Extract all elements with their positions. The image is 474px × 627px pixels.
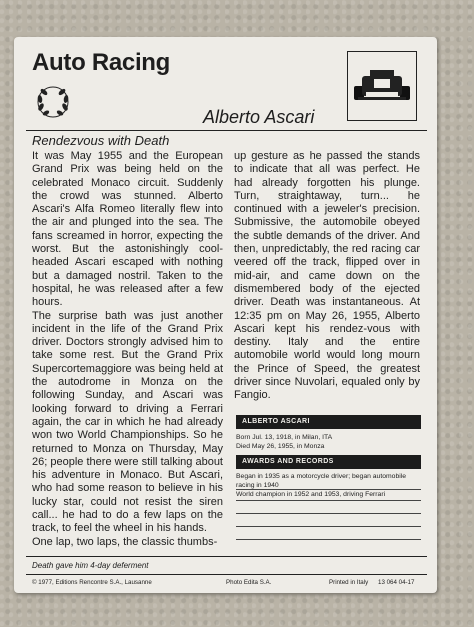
- bio-header: ALBERTO ASCARI: [236, 415, 421, 429]
- awards-line: Began in 1935 as a motorcycle driver; began automobile racing in 1940: [236, 473, 407, 489]
- story-subtitle: Rendezvous with Death: [32, 133, 170, 148]
- footer-printed: Printed in Italy: [329, 579, 369, 586]
- race-car-frame: [347, 51, 417, 121]
- story-column-left: [32, 150, 223, 549]
- story-paragraph: The surprise bath was just another incident in the life of the Grand Prix driver. Doctors strongly advised him to take some rest. But the Grand Prix Supercortemaggiore was being held at the autodrome in Monza on the following Sunday, and Ascari was looking forward to driving a Ferrari again, the car in which he had already won two World Championships. So he returned to Monza on Thursday, May 26; people there were still talking about his adventure in Monaco. But Ascari, who had some reason to believe in his lucky star, could not resist the siren call... he had to do a few laps on the track, to feel the wheel in his hands.: [32, 309, 223, 535]
- divider: [26, 574, 427, 575]
- footer-photo-credit: Photo Edita S.A.: [226, 579, 272, 586]
- story-paragraph: up gesture as he passed the stands to indicate that all was perfect. He had already forgotten his plunge. Turn, straightaway, turn... he continued with a jeweler's precision. Submissive, the automobile obeyed the subtle demands of the driver. And then, unpredictably, the red racing car veered off the track, flipped over in mid-air, and came down on the dismembered body of the ejected driver. Death was instantaneous. At 12:35 pm on May 26, 1955, Alberto Ascari kept his rendez-vous with destiny. Italy and the entire automobile world would long mourn the Prince of Speed, the greatest driver since Nuvolari, equaled only by Fangio.: [234, 150, 420, 402]
- divider: [26, 556, 427, 557]
- rule-line: [236, 513, 421, 514]
- awards-header: AWARDS AND RECORDS: [236, 455, 421, 469]
- story-paragraph: One lap, two laps, the classic thumbs-: [32, 535, 218, 548]
- laurel-wreath-icon: [32, 81, 74, 123]
- category-title: Auto Racing: [32, 49, 171, 76]
- divider: [26, 130, 427, 131]
- awards-line: World champion in 1952 and 1953, driving Ferrari: [236, 491, 386, 498]
- rule-line: [236, 539, 421, 540]
- story-column-right: [234, 150, 420, 403]
- born-info: Born Jul. 13, 1918, in Milan, ITA: [236, 434, 333, 441]
- footer-copyright: © 1977, Editions Rencontre S.A., Lausanne: [32, 579, 152, 586]
- rule-line: [236, 526, 421, 527]
- driver-name: Alberto Ascari: [203, 107, 315, 127]
- died-info: Died May 26, 1955, in Monza: [236, 443, 325, 450]
- rule-line: [236, 500, 421, 501]
- race-car-icon: [348, 52, 416, 120]
- story-paragraph: It was May 1955 and the European Grand Prix was being held on the celebrated Monaco circuit. Suddenly the crowd was stunned. Alberto Ascari's Alfa Romeo literally flew into the air and plunged into the sea. The fans screamed in horror, expecting the worst. But the astonishingly cool-headed Ascari escaped with nothing but a damaged nostril. Taken to the hospital, he was released after a few hours.: [32, 150, 223, 309]
- footer-code: 13 064 04-17: [378, 579, 415, 586]
- deferment-caption: Death gave him 4-day deferment: [32, 561, 149, 570]
- sport-card: [14, 37, 437, 593]
- rule-line: [236, 489, 421, 490]
